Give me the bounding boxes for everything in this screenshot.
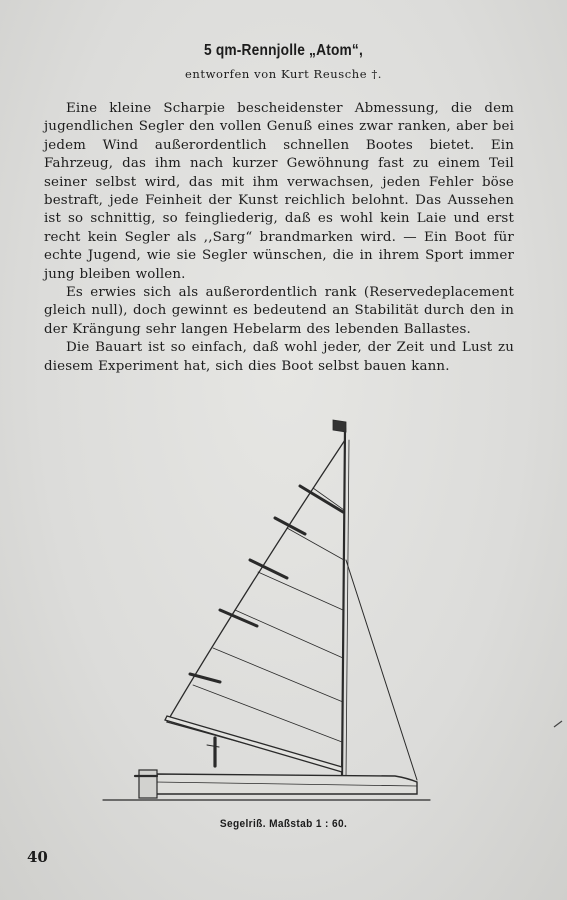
forestay (346, 560, 417, 780)
paragraph-2: Es erwies sich als außerordentlich rank (Reservedeplacement gleich null), doch gewinnt es bedeutend an Stabilität durch den in der Krängung sehr langen Hebelarm des lebenden Ballastes. (44, 285, 514, 337)
batten (250, 560, 287, 578)
rudder (139, 770, 157, 798)
boom (165, 716, 342, 772)
paragraph-1: Eine kleine Scharpie bescheidenster Abmessung, die dem jugendlichen Segler den vollen Genuß eines zwar ranken, aber bei jedem Wind außerordentlich schnellen Bootes bietet. Ein Fahrzeug, das ihm nach kurzer Gewöhnung fast zu einem Teil seiner selbst wird, das mit ihm verwachsen, jeden Fehler böse bestraft, jede Feinheit der Kunst reichlich belohnt. Das Aussehen ist so schnittig, so feingliederig, daß es wohl kein Laie und erst recht kein Segler als ,,Sarg“ brandmarken wird. — Ein Boot für echte Jugend, wie sie Segler wünschen, die in ihrem Sport immer jung bleiben wollen. (44, 101, 514, 282)
page-number: 40 (27, 848, 48, 866)
batten (275, 518, 305, 534)
batten (220, 610, 257, 626)
figure-caption: Segelriß. Maßstab 1 : 60. (219, 818, 348, 830)
article-title: 5 qm-Rennjolle „Atom“, (204, 42, 363, 59)
margin-mark-icon (553, 720, 563, 728)
masthead-flag (333, 420, 346, 432)
sail-plan-drawing (95, 410, 435, 810)
article-byline: entworfen von Kurt Reusche †. (184, 67, 383, 81)
batten (190, 674, 220, 682)
article-body (44, 100, 514, 376)
mainsail (167, 440, 345, 770)
paragraph-3: Die Bauart ist so einfach, daß wohl jeder, der Zeit und Lust zu diesem Experiment hat, sich dies Boot selbst bauen kann. (44, 340, 514, 374)
